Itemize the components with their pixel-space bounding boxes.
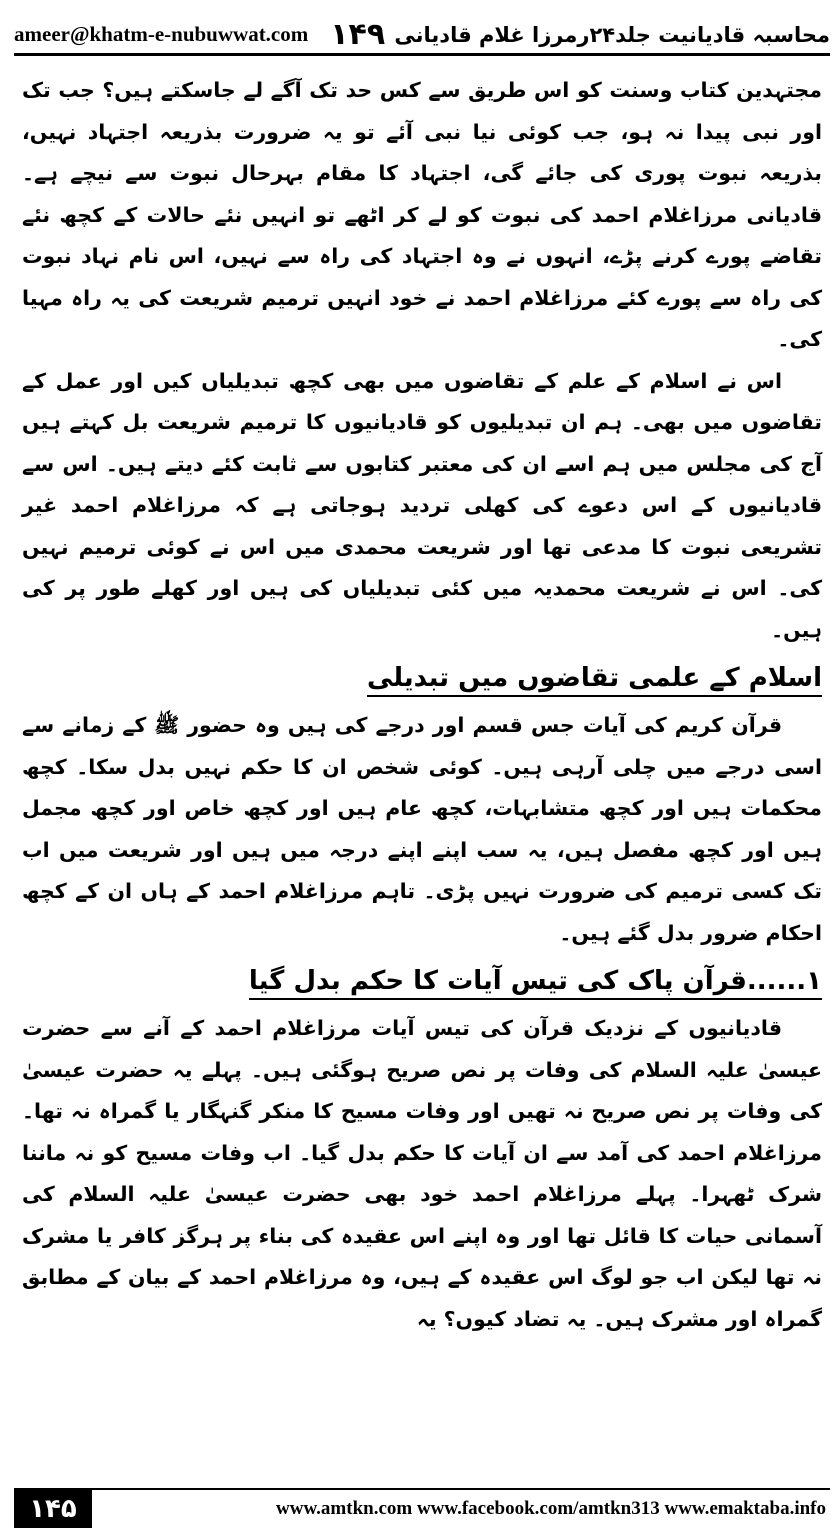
paragraph-2: اس نے اسلام کے علم کے تقاضوں میں بھی کچھ تبدیلیاں کیں اور عمل کے تقاضوں میں بھی۔ ہم ان تبدیلیوں کو قادیانیوں کا ترمیم شریعت بل کہتے ہیں آج کی مجلس میں ہم اسے ان کی معتبر کتابوں سے ثابت کئے دیتے ہیں۔ اس سے قادیانیوں کے اس دعوے کی کھلی تردید ہوجاتی ہے کہ مرزاغلام احمد غیر تشریعی نبوت کا مدعی تھا اور شریعت محمدی میں اس نے کوئی ترمیم نہیں کی۔ اس نے شریعت محمدیہ میں کئی تبدیلیاں کی ہیں اور کھلے طور پر کی ہیں۔ — [22, 368, 822, 642]
header-left — [14, 17, 385, 52]
page-body — [22, 70, 822, 1462]
header-email: ameer@khatm-e-nubuwwat.com — [14, 22, 309, 46]
section-heading-1-text: اسلام کے علمی تقاضوں میں تبدیلی — [367, 663, 822, 697]
footer-links: www.amtkn.com www.facebook.com/amtkn313 www.emaktaba.info — [276, 1498, 826, 1519]
page-footer — [14, 1488, 830, 1528]
page-header — [14, 16, 830, 56]
header-title: محاسبہ قادیانیت جلد۲۴رمرزا غلام قادیانی — [394, 22, 830, 47]
paragraph-4: قادیانیوں کے نزدیک قرآن کی تیس آیات مرزاغلام احمد کے آنے سے حضرت عیسیٰ علیہ السلام کی وفات پر نص صریح ہوگئی ہیں۔ پہلے یہ حضرت عیسیٰ کی وفات پر نص صریح نہ تھیں اور وفات مسیح کا منکر گنہگار یا گمراہ نہ تھا۔ مرزاغلام احمد کی آمد سے ان آیات کا حکم بدل گیا۔ اب وفات مسیح کو نہ ماننا شرک ٹھہرا۔ پہلے مرزاغلام احمد خود بھی حضرت عیسیٰ علیہ السلام کی آسمانی حیات کا قائل تھا اور وہ اپنے اس عقیدہ کی بناء پر ہرگز کافر یا مشرک نہ تھا لیکن اب جو لوگ اس عقیدہ کے ہیں، وہ مرزاغلام احمد کے بیان کے مطابق گمراہ اور مشرک ہیں۔ یہ تضاد کیوں؟ یہ — [22, 1016, 822, 1331]
paragraph-3: قرآن کریم کی آیات جس قسم اور درجے کی ہیں وہ حضور ﷺ کے زمانے سے اسی درجے میں چلی آرہی ہیں۔ کوئی شخص ان کا حکم نہیں بدل سکا۔ کچھ محکمات ہیں اور کچھ متشابہات، کچھ عام ہیں اور کچھ خاص اور کچھ مجمل ہیں اور کچھ مفصل ہیں، یہ سب اپنے اپنے درجہ میں ہیں اور شریعت میں اب تک کسی ترمیم کی ضرورت نہیں پڑی۔ تاہم مرزاغلام احمد کے ہاں ان کے کچھ احکام ضرور بدل گئے ہیں۔ — [22, 713, 822, 945]
footer-page-number: ۱۴۵ — [14, 1490, 92, 1528]
section-heading-2 — [22, 954, 822, 1008]
paragraph-1: مجتہدین کتاب وسنت کو اس طریق سے کس حد تک آگے لے جاسکتے ہیں؟ جب تک اور نبی پیدا نہ ہو، جب کوئی نیا نبی آئے تو یہ ضرورت بذریعہ اجتہاد نہیں، بذریعہ نبوت پوری کی جائے گی، اجتہاد کا مقام بہرحال نبوت سے نیچے ہے۔ قادیانی مرزاغلام احمد کی نبوت کو لے کر اٹھے تو انہیں نئے حالات کے کچھ نئے تقاضے پورے کرنے پڑے، انہوں نے وہ اجتہاد کی راہ سے نہیں، اس نام نہاد نبوت کی راہ سے پورے کئے مرزاغلام احمد نے خود انہیں ترمیم شریعت کی یہ راہ مہیا کی۔ — [22, 78, 822, 351]
header-page-number: ۱۴۹ — [330, 17, 386, 52]
section-heading-2-text: ۱......قرآن پاک کی تیس آیات کا حکم بدل گیا — [249, 966, 822, 1000]
section-heading-1 — [22, 651, 822, 705]
